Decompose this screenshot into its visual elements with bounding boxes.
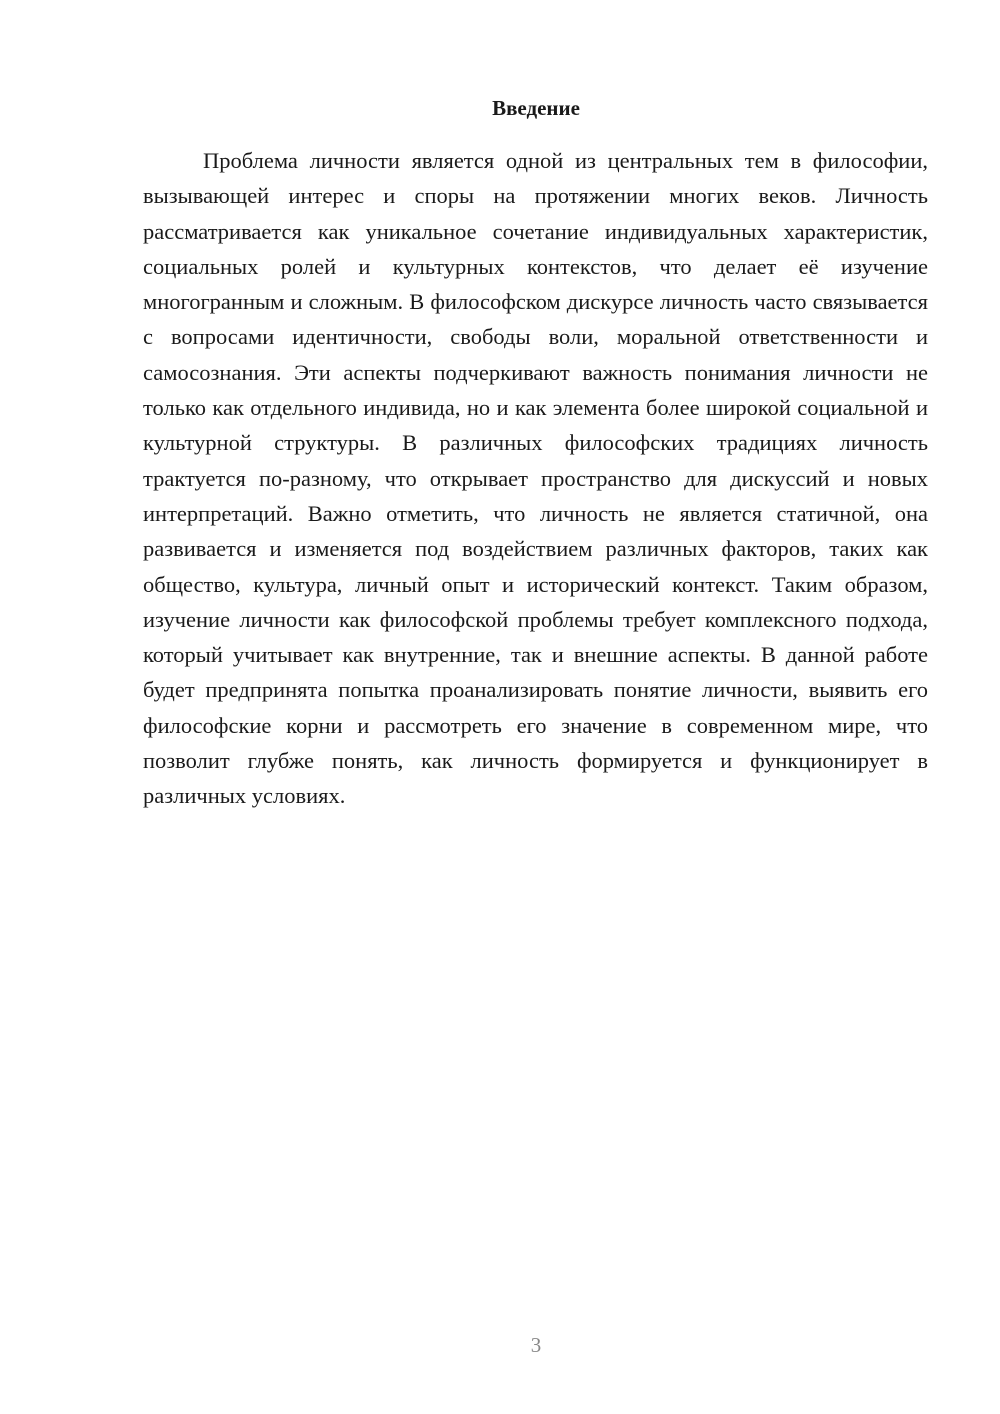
page-number: 3 <box>530 1333 542 1357</box>
introduction-paragraph: Проблема личности является одной из центральных тем в философии, вызывающей интерес и споры на протяжении многих веков. Личность рассматривается как уникальное сочетание индивидуальных характеристик, социальных ролей и культурных контекстов, что делает её изучение многогранным и сложным. В философском дискурсе личность часто связывается с вопросами идентичности, свободы воли, моральной ответственности и самосознания. Эти аспекты подчеркивают важность понимания личности не только как отдельного индивида, но и как элемента более широкой социальной и культурной структуры. В различных философских традициях личность трактуется по-разному, что открывает пространство для дискуссий и новых интерпретаций. Важно отметить, что личность не является статичной, она развивается и изменяется под воздействием различных факторов, таких как общество, культура, личный опыт и исторический контекст. Таким образом, изучение личности как философской проблемы требует комплексного подхода, который учитывает как внутренние, так и внешние аспекты. В данной работе будет предпринята попытка проанализировать понятие личности, выявить его философские корни и рассмотреть его значение в современном мире, что позволит глубже понять, как личность формируется и функционирует в различных условиях. <box>143 148 928 809</box>
section-heading: Введение <box>492 96 580 120</box>
